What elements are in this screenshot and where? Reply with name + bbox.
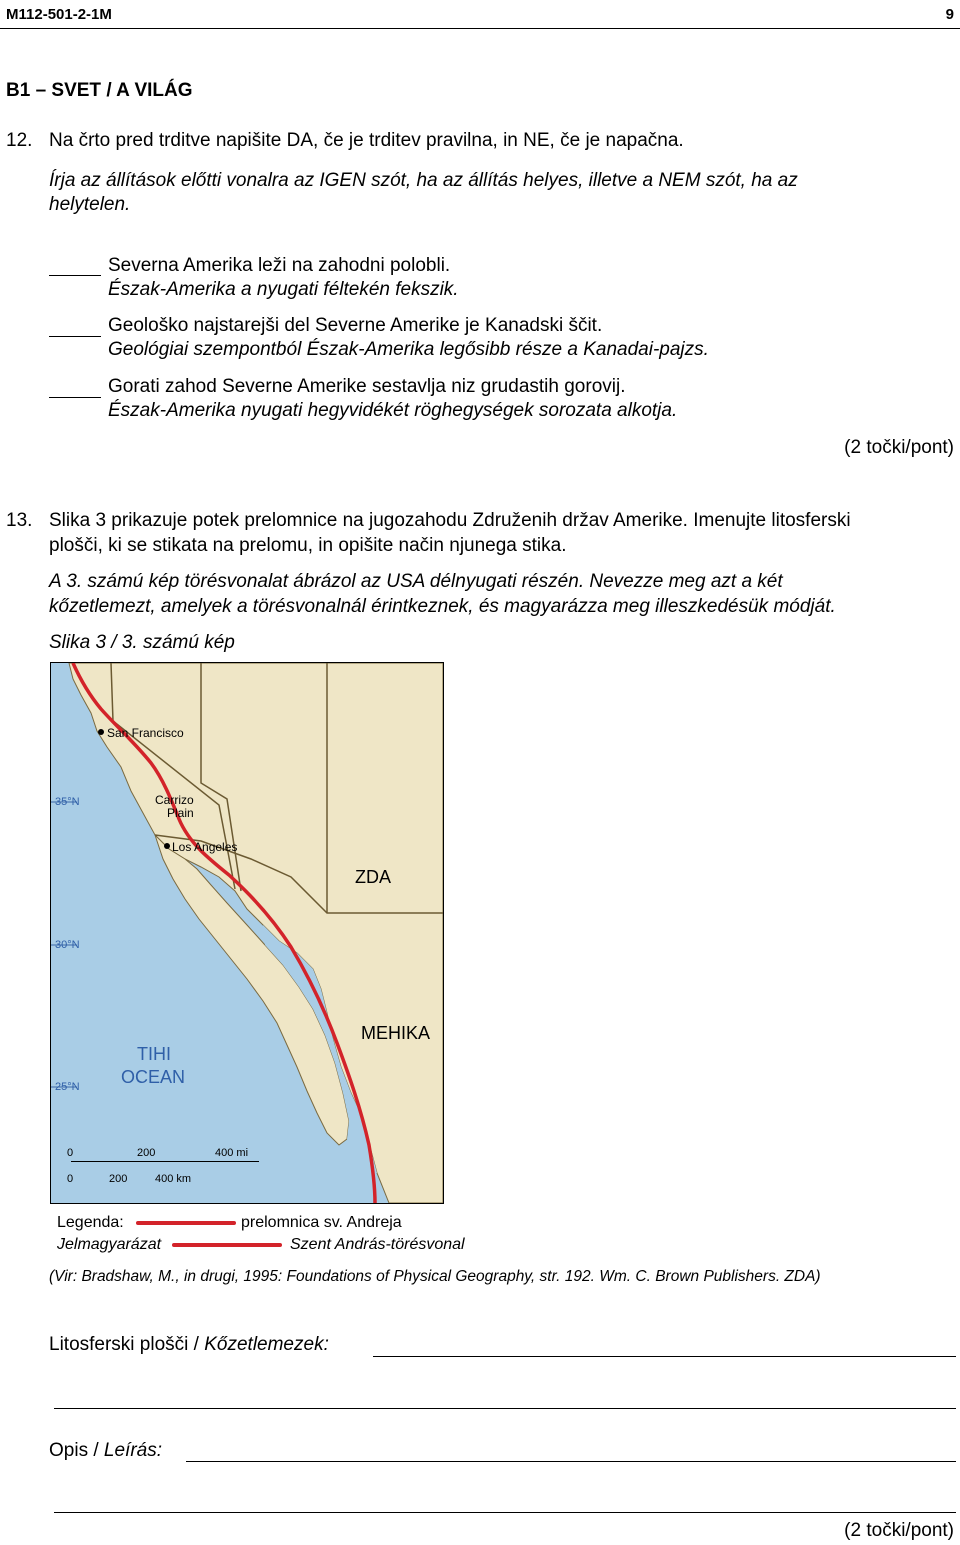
- la-dot: [164, 843, 170, 849]
- label-lat25: 25°N: [55, 1081, 80, 1093]
- section-title: B1 – SVET / A VILÁG: [6, 80, 193, 101]
- label-lat35: 35°N: [55, 796, 80, 808]
- statement-3-sl: Gorati zahod Severne Amerike sestavlja niz grudastih gorovij.: [108, 376, 626, 397]
- label-ocean-1: TIHI: [137, 1044, 171, 1064]
- page-number: 9: [945, 6, 954, 23]
- header-divider: [0, 28, 960, 29]
- scale-bar: [71, 1161, 259, 1162]
- q12-points: (2 točki/pont): [844, 437, 954, 458]
- answer-blank-3[interactable]: [49, 397, 101, 398]
- q13-number: 13.: [6, 510, 33, 531]
- answer-blank-1[interactable]: [49, 275, 101, 276]
- label-lat30: 30°N: [55, 939, 80, 951]
- legend-label-sl: Legenda:: [57, 1214, 124, 1231]
- fault-map: [50, 662, 444, 1204]
- label-carrizo: Carrizo: [155, 793, 194, 807]
- scale-km-200: 200: [109, 1173, 128, 1185]
- plates-label-hu: Kőzetlemezek:: [204, 1334, 329, 1355]
- legend-fault-line-1: [136, 1221, 236, 1225]
- plates-label: [49, 1334, 329, 1356]
- q13-text-sl-2: plošči, ki se stikata na prelomu, in opišite način njunega stika.: [49, 535, 567, 556]
- legend-item-sl: prelomnica sv. Andreja: [241, 1214, 402, 1231]
- q12-number: 12.: [6, 130, 33, 151]
- desc-answer-line[interactable]: [186, 1461, 956, 1462]
- desc-answer-line-2[interactable]: [54, 1512, 956, 1513]
- q12-instruction-hu-2: helytelen.: [49, 194, 131, 215]
- statement-1-hu: Észak-Amerika a nyugati féltekén fekszik.: [108, 279, 459, 300]
- desc-label-hu: Leírás:: [103, 1440, 162, 1461]
- q12-instruction-sl: Na črto pred trditve napišite DA, če je trditev pravilna, in NE, če je napačna.: [49, 130, 684, 151]
- plates-answer-line[interactable]: [373, 1356, 956, 1357]
- figure-label: Slika 3 / 3. számú kép: [49, 632, 235, 653]
- legend-item-hu: Szent András-törésvonal: [290, 1236, 465, 1253]
- label-mehika: MEHIKA: [361, 1023, 431, 1043]
- statement-2-hu: Geológiai szempontból Észak-Amerika legősibb része a Kanadai-pajzs.: [108, 339, 709, 360]
- statement-3-hu: Észak-Amerika nyugati hegyvidékét röghegységek sorozata alkotja.: [108, 400, 678, 421]
- scale-mi-0: 0: [67, 1147, 74, 1159]
- statement-1-sl: Severna Amerika leži na zahodni polobli.: [108, 255, 451, 276]
- label-ocean-2: OCEAN: [121, 1067, 186, 1087]
- label-los-angeles: Los Angeles: [172, 840, 238, 854]
- label-zda: ZDA: [355, 867, 391, 887]
- q13-points: (2 točki/pont): [844, 1520, 954, 1541]
- label-san-francisco: San Francisco: [107, 726, 184, 740]
- desc-label-sl: Opis /: [49, 1440, 104, 1461]
- label-plain: Plain: [167, 806, 194, 820]
- document-code: M112-501-2-1M: [6, 6, 112, 23]
- source-citation: (Vir: Bradshaw, M., in drugi, 1995: Foundations of Physical Geography, str. 192. Wm. C. Brown Publishers. ZDA): [49, 1268, 821, 1285]
- plates-answer-line-2[interactable]: [54, 1408, 956, 1409]
- legend-fault-line-2: [172, 1243, 282, 1247]
- statement-2-sl: Geološko najstarejši del Severne Amerike je Kanadski ščit.: [108, 315, 603, 336]
- plates-label-sl: Litosferski plošči /: [49, 1334, 205, 1355]
- q12-instruction-hu-1: Írja az állítások előtti vonalra az IGEN szót, ha az állítás helyes, illetve a NEM szót, ha az: [49, 170, 798, 191]
- scale-km-0: 0: [67, 1173, 74, 1185]
- scale-mi-400: 400 mi: [215, 1147, 249, 1159]
- legend-label-hu: Jelmagyarázat: [57, 1236, 162, 1253]
- scale-mi-200: 200: [137, 1147, 156, 1159]
- q13-text-sl-1: Slika 3 prikazuje potek prelomnice na jugozahodu Združenih držav Amerike. Imenujte litosferski: [49, 510, 851, 531]
- q13-text-hu-1: A 3. számú kép törésvonalat ábrázol az USA délnyugati részén. Nevezze meg azt a két: [49, 571, 783, 592]
- scale-km-400: 400 km: [155, 1173, 192, 1185]
- sf-dot: [98, 729, 104, 735]
- q13-text-hu-2: kőzetlemezt, amelyek a törésvonalnál érintkeznek, és magyarázza meg illeszkedésük módját.: [49, 596, 836, 617]
- desc-label: [49, 1440, 162, 1462]
- answer-blank-2[interactable]: [49, 336, 101, 337]
- map-graphic: [51, 663, 443, 1203]
